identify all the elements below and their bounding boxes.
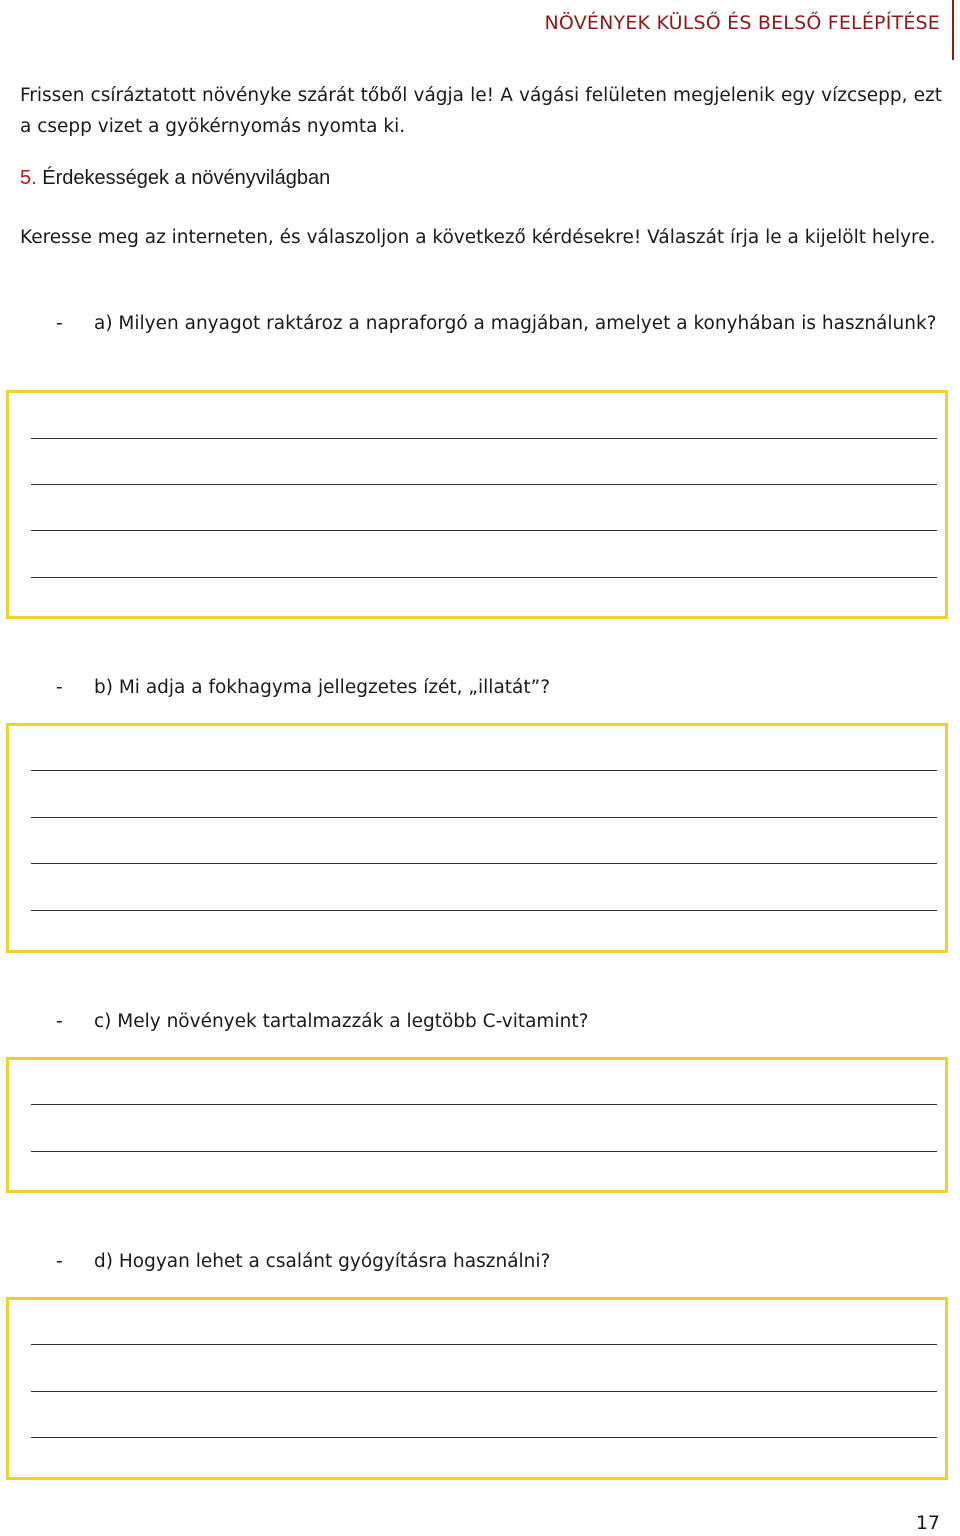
answer-line — [31, 1151, 937, 1152]
answer-box-a[interactable] — [6, 390, 948, 619]
answer-line — [31, 770, 937, 771]
question-a-text: a) Milyen anyagot raktároz a napraforgó a magjában, amelyet a konyhában is használunk? — [94, 313, 937, 334]
question-b-text: b) Mi adja a fokhagyma jellegzetes ízét, „illatát”? — [94, 677, 551, 698]
section-heading — [20, 167, 330, 190]
answer-box-d[interactable] — [6, 1297, 948, 1480]
answer-box-b[interactable] — [6, 723, 948, 953]
question-d — [56, 1246, 940, 1277]
header-vertical-rule — [952, 0, 954, 60]
intro-paragraph: Frissen csíráztatott növényke szárát tőből vágja le! A vágási felületen megjelenik egy vízcsepp, ezt a csepp vizet a gyökérnyomás nyomta ki. — [20, 85, 942, 137]
page-number: 17 — [915, 1512, 940, 1534]
answer-line — [31, 484, 937, 485]
question-c-text: c) Mely növények tartalmazzák a legtöbb C-vitamint? — [94, 1011, 589, 1032]
answer-line — [31, 910, 937, 911]
answer-line — [31, 1391, 937, 1392]
question-d-text: d) Hogyan lehet a csalánt gyógyításra használni? — [94, 1251, 551, 1272]
answer-line — [31, 817, 937, 818]
answer-line — [31, 1344, 937, 1345]
answer-line — [31, 1104, 937, 1105]
answer-line — [31, 530, 937, 531]
question-c-dash: - — [56, 1011, 63, 1032]
answer-line — [31, 438, 937, 439]
question-b-dash: - — [56, 677, 63, 698]
answer-line — [31, 577, 937, 578]
section-title: Érdekességek a növényvilágban — [36, 167, 331, 189]
section-number: 5. — [20, 167, 37, 189]
answer-line — [31, 1437, 937, 1438]
question-a-dash: - — [56, 313, 63, 334]
question-b — [56, 672, 940, 703]
answer-box-c[interactable] — [6, 1057, 948, 1193]
question-d-dash: - — [56, 1251, 63, 1272]
task-instruction: Keresse meg az interneten, és válaszoljon a következő kérdésekre! Válaszát írja le a kijelölt helyre. — [20, 227, 936, 248]
running-header: NÖVÉNYEK KÜLSŐ ÉS BELSŐ FELÉPÍTÉSE — [544, 12, 940, 34]
question-a — [56, 308, 940, 339]
answer-line — [31, 863, 937, 864]
question-c — [56, 1006, 940, 1037]
